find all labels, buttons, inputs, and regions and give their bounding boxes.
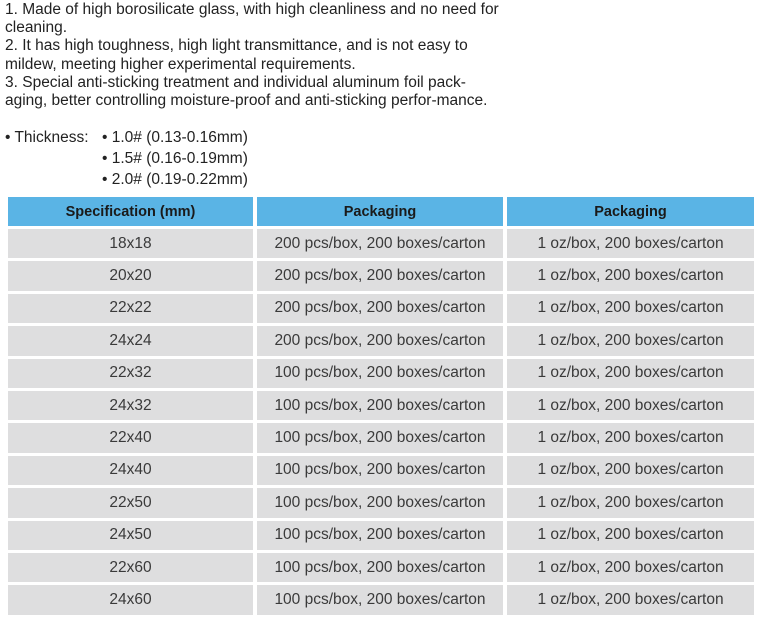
thickness-option: • 1.0# (0.13-0.16mm) — [102, 129, 248, 146]
spec-cell: 18x18 — [8, 229, 253, 258]
packaging-cell: 1 oz/box, 200 boxes/carton — [507, 521, 754, 550]
table-row — [8, 456, 754, 485]
packaging-cell: 200 pcs/box, 200 boxes/carton — [257, 229, 503, 258]
thickness-label-spacer — [5, 169, 102, 190]
packaging-cell: 1 oz/box, 200 boxes/carton — [507, 359, 754, 388]
table-row — [8, 294, 754, 323]
thickness-option: • 2.0# (0.19-0.22mm) — [102, 171, 248, 188]
packaging-cell: 1 oz/box, 200 boxes/carton — [507, 488, 754, 517]
column-header-specification: Specification (mm) — [8, 197, 253, 226]
table-row — [8, 359, 754, 388]
description-point-2: 2. It has high toughness, high light transmittance, and is not easy to mildew, meeting higher experimental requirements. — [5, 37, 468, 73]
table-row — [8, 326, 754, 355]
table-row — [8, 423, 754, 452]
spec-cell: 22x50 — [8, 488, 253, 517]
spec-cell: 22x22 — [8, 294, 253, 323]
packaging-cell: 100 pcs/box, 200 boxes/carton — [257, 359, 503, 388]
column-header-packaging: Packaging — [507, 197, 754, 226]
thickness-label: • Thickness: — [5, 129, 89, 146]
spec-cell: 22x60 — [8, 553, 253, 582]
packaging-cell: 1 oz/box, 200 boxes/carton — [507, 229, 754, 258]
table-row — [8, 229, 754, 258]
packaging-cell: 1 oz/box, 200 boxes/carton — [507, 456, 754, 485]
table-row — [8, 521, 754, 550]
table-header-row — [8, 197, 754, 226]
packaging-cell: 1 oz/box, 200 boxes/carton — [507, 585, 754, 614]
packaging-cell: 100 pcs/box, 200 boxes/carton — [257, 488, 503, 517]
spec-cell: 24x60 — [8, 585, 253, 614]
packaging-cell: 1 oz/box, 200 boxes/carton — [507, 391, 754, 420]
table-row — [8, 585, 754, 614]
table-row — [8, 553, 754, 582]
packaging-cell: 1 oz/box, 200 boxes/carton — [507, 423, 754, 452]
column-header-packaging: Packaging — [257, 197, 503, 226]
spec-cell: 24x50 — [8, 521, 253, 550]
packaging-cell: 1 oz/box, 200 boxes/carton — [507, 326, 754, 355]
table-row — [8, 261, 754, 290]
packaging-cell: 100 pcs/box, 200 boxes/carton — [257, 423, 503, 452]
spec-cell: 20x20 — [8, 261, 253, 290]
packaging-cell: 100 pcs/box, 200 boxes/carton — [257, 391, 503, 420]
packaging-cell: 200 pcs/box, 200 boxes/carton — [257, 294, 503, 323]
description-point-3: 3. Special anti-sticking treatment and individual aluminum foil pack-aging, better controlling moisture-proof and anti-sticking perfor-mance. — [5, 73, 488, 110]
table-row — [8, 488, 754, 517]
thickness-option: • 1.5# (0.16-0.19mm) — [102, 150, 248, 167]
packaging-cell: 1 oz/box, 200 boxes/carton — [507, 553, 754, 582]
product-description — [5, 1, 505, 110]
packaging-cell: 100 pcs/box, 200 boxes/carton — [257, 521, 503, 550]
packaging-cell: 200 pcs/box, 200 boxes/carton — [257, 261, 503, 290]
table-row — [8, 391, 754, 420]
spec-cell: 22x32 — [8, 359, 253, 388]
packaging-cell: 100 pcs/box, 200 boxes/carton — [257, 553, 503, 582]
packaging-cell: 200 pcs/box, 200 boxes/carton — [257, 326, 503, 355]
thickness-options — [5, 127, 248, 190]
packaging-cell: 1 oz/box, 200 boxes/carton — [507, 261, 754, 290]
spec-cell: 24x40 — [8, 456, 253, 485]
description-point-1: 1. Made of high borosilicate glass, with high cleanliness and no need for cleaning. — [5, 1, 499, 37]
spec-cell: 24x24 — [8, 326, 253, 355]
packaging-cell: 100 pcs/box, 200 boxes/carton — [257, 585, 503, 614]
specification-table — [4, 194, 758, 618]
packaging-cell: 1 oz/box, 200 boxes/carton — [507, 294, 754, 323]
spec-cell: 24x32 — [8, 391, 253, 420]
thickness-label-spacer — [5, 148, 102, 169]
spec-cell: 22x40 — [8, 423, 253, 452]
packaging-cell: 100 pcs/box, 200 boxes/carton — [257, 456, 503, 485]
